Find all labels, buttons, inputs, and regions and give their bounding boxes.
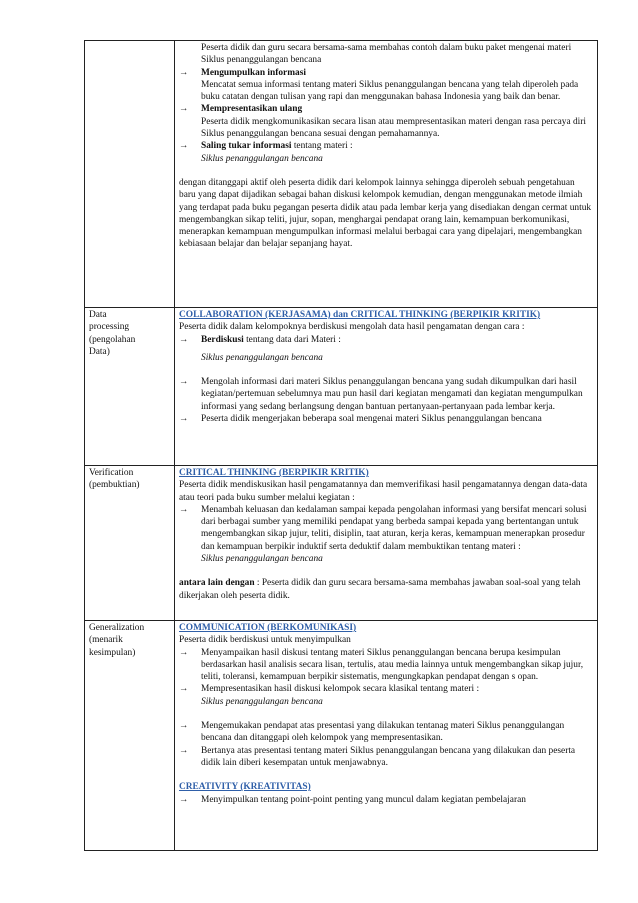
- arrow-icon: →: [179, 377, 189, 388]
- stage-cell: [85, 466, 175, 621]
- bullet-title: Berdiskusi: [201, 334, 244, 345]
- bullet-text: Menambah keluasan dan kedalaman sampai kepada pengolahan informasi yang bersifat mencari solusi dari berbagai sumber yang memiliki pendapat yang berbeda sampai kepada yang bertentangan untuk mengembangkan sikap jujur, teliti, disiplin, taat aturan, kerja keras, kemampuan menerapkan prosedur dan kemampuan berpikir induktif serta deduktif dalam membuktikan tentang materi :: [201, 504, 587, 552]
- bullet-body: [201, 140, 593, 152]
- arrow-icon: →: [179, 67, 189, 78]
- list-item: [179, 140, 593, 152]
- topic-text: Siklus penanggulangan bencana: [201, 554, 323, 565]
- section-heading: COLLABORATION (KERJASAMA) dan CRITICAL THINKING (BERPIKIR KRITIK): [179, 310, 541, 320]
- list-item: [179, 647, 593, 684]
- arrow-icon: →: [179, 141, 189, 152]
- table-row: [85, 308, 598, 466]
- list-item: [179, 413, 593, 425]
- arrow-icon: →: [179, 104, 189, 115]
- bullet-title: Saling tukar informasi: [201, 141, 292, 152]
- section-heading: CREATIVITY (KREATIVITAS): [179, 782, 311, 793]
- activity-cell: [175, 466, 598, 621]
- list-item: [179, 103, 593, 115]
- intro-text: Peserta didik mendiskusikan hasil pengamatannya dan memverifikasi hasil pengamatannya dengan data-data atau teori pada buku sumber melalui kegiatan :: [179, 480, 588, 503]
- arrow-icon: →: [179, 684, 189, 695]
- intro-text: Peserta didik berdiskusi untuk menyimpulkan: [179, 635, 351, 646]
- closing-body: : Peserta didik dan guru secara bersama-sama membahas jawaban soal-soal yang telah dikerjakan oleh peserta didik.: [179, 578, 581, 601]
- activity-cell: [175, 621, 598, 851]
- bullet-title: Mempresentasikan ulang: [201, 104, 303, 115]
- list-item: [179, 376, 593, 413]
- bullet-text: Mempresentasikan hasil diskusi kelompok secara klasikal tentang materi :: [201, 684, 480, 695]
- stage-cell: [85, 308, 175, 466]
- closing-label: antara lain dengan: [179, 578, 255, 589]
- stage-label: Generalization (menarik kesimpulan): [89, 623, 145, 658]
- topic-text: Siklus penanggulangan bencana: [201, 352, 323, 363]
- intro-text: Peserta didik dalam kelompoknya berdiskusi mengolah data hasil pengamatan dengan cara :: [179, 322, 525, 333]
- bullet-body: [201, 334, 593, 346]
- bullet-text: Menyimpulkan tentang point-point penting yang muncul dalam kegiatan pembelajaran: [201, 794, 526, 805]
- paragraph-text: dengan ditanggapi aktif oleh peserta didik dari kelompok lainnya sehingga diperoleh sebuah pengetahuan baru yang dapat dijadikan sebagai bahan diskusi kelompok kemudian, dengan menggunakan metode ilmiah yang terdapat pada buku pegangan peserta didik atau pada lembar kerja yang disediakan dengan cermat untuk mengembangkan sikap teliti, jujur, sopan, menghargai pendapat orang lain, kemampuan berkomunikasi, menerapkan kemampuan mengumpulkan informasi melalui berbagai cara yang dipelajari, mengembangkan kebiasaan belajar dan belajar sepanjang hayat.: [179, 177, 592, 250]
- arrow-icon: →: [179, 504, 189, 515]
- table-row: [85, 466, 598, 621]
- list-item: [179, 745, 593, 770]
- list-item: [179, 334, 593, 346]
- list-item: [179, 683, 593, 695]
- section-heading: COMMUNICATION (BERKOMUNIKASI): [179, 623, 357, 633]
- bullet-text: tentang data dari Materi :: [243, 334, 341, 345]
- bullet-text: Mengolah informasi dari materi Siklus penanggulangan bencana yang sudah dikumpulkan dari hasil kegiatan/pertemuan sebelumnya mau pun hasil dari kegiatan mengamati dan kegiatan mengumpulkan informasi yang sedang berlangsung dengan bantuan pertanyaan-pertanyaan pada lembar kerja.: [201, 377, 583, 412]
- activity-cell: [175, 41, 598, 308]
- arrow-icon: →: [179, 647, 189, 658]
- bullet-text: Menyampaikan hasil diskusi tentang materi Siklus penanggulangan bencana berupa kesimpulan berdasarkan hasil analisis secara lisan, tertulis, atau media lainnya untuk mengembangkan sikap jujur, teliti, toleransi, kemampuan berpikir sistematis, mengungkapkan pendapat dengan s opan.: [201, 647, 584, 683]
- arrow-icon: →: [179, 414, 189, 425]
- topic-text: Siklus penanggulangan bencana: [201, 696, 323, 707]
- arrow-icon: →: [179, 794, 189, 805]
- closing-text: [179, 577, 593, 602]
- list-item: [179, 794, 593, 806]
- stage-cell: [85, 41, 175, 308]
- table-row: [85, 41, 598, 308]
- stage-label: Verification (pembuktian): [89, 468, 140, 491]
- list-item: [179, 720, 593, 745]
- activity-cell: [175, 308, 598, 466]
- list-item: [179, 67, 593, 79]
- bullet-text: Peserta didik mengkomunikasikan secara lisan atau mempresentasikan materi dengan rasa percaya diri Siklus penanggulangan bencana sesuai dengan pemahamannya.: [201, 116, 587, 140]
- bullet-title: Mengumpulkan informasi: [201, 67, 306, 78]
- table-row: [85, 621, 598, 851]
- activity-text: Peserta didik dan guru secara bersama-sama membahas contoh dalam buku paket mengenai materi Siklus penanggulangan bencana: [201, 43, 572, 66]
- topic-text: Siklus penanggulangan bencana: [201, 153, 323, 164]
- bullet-text: Mengemukakan pendapat atas presentasi yang dilakukan tentanag materi Siklus penanggulangan bencana dan ditanggapi oleh kelompok yang mempresentasikan.: [201, 721, 565, 744]
- lesson-steps-table: [84, 40, 598, 851]
- arrow-icon: →: [179, 721, 189, 732]
- section-heading: CRITICAL THINKING (BERPIKIR KRITIK): [179, 468, 369, 478]
- bullet-text: Mencatat semua informasi tentang materi Siklus penanggulangan bencana yang telah diperoleh pada buku catatan dengan tulisan yang rapi dan menggunakan bahasa Indonesia yang baik dan benar.: [201, 79, 579, 103]
- arrow-icon: →: [179, 745, 189, 756]
- stage-label: Data processing (pengolahan Data): [89, 310, 136, 357]
- bullet-text: tentang materi :: [291, 141, 353, 152]
- bullet-text: Bertanya atas presentasi tentang materi Siklus penanggulangan bencana yang dilakukan dan peserta didik lain diberi kesempatan untuk menjawabnya.: [201, 745, 576, 768]
- stage-cell: [85, 621, 175, 851]
- list-item: [179, 504, 593, 553]
- arrow-icon: →: [179, 334, 189, 345]
- bullet-text: Peserta didik mengerjakan beberapa soal mengenai materi Siklus penanggulangan bencana: [201, 414, 542, 425]
